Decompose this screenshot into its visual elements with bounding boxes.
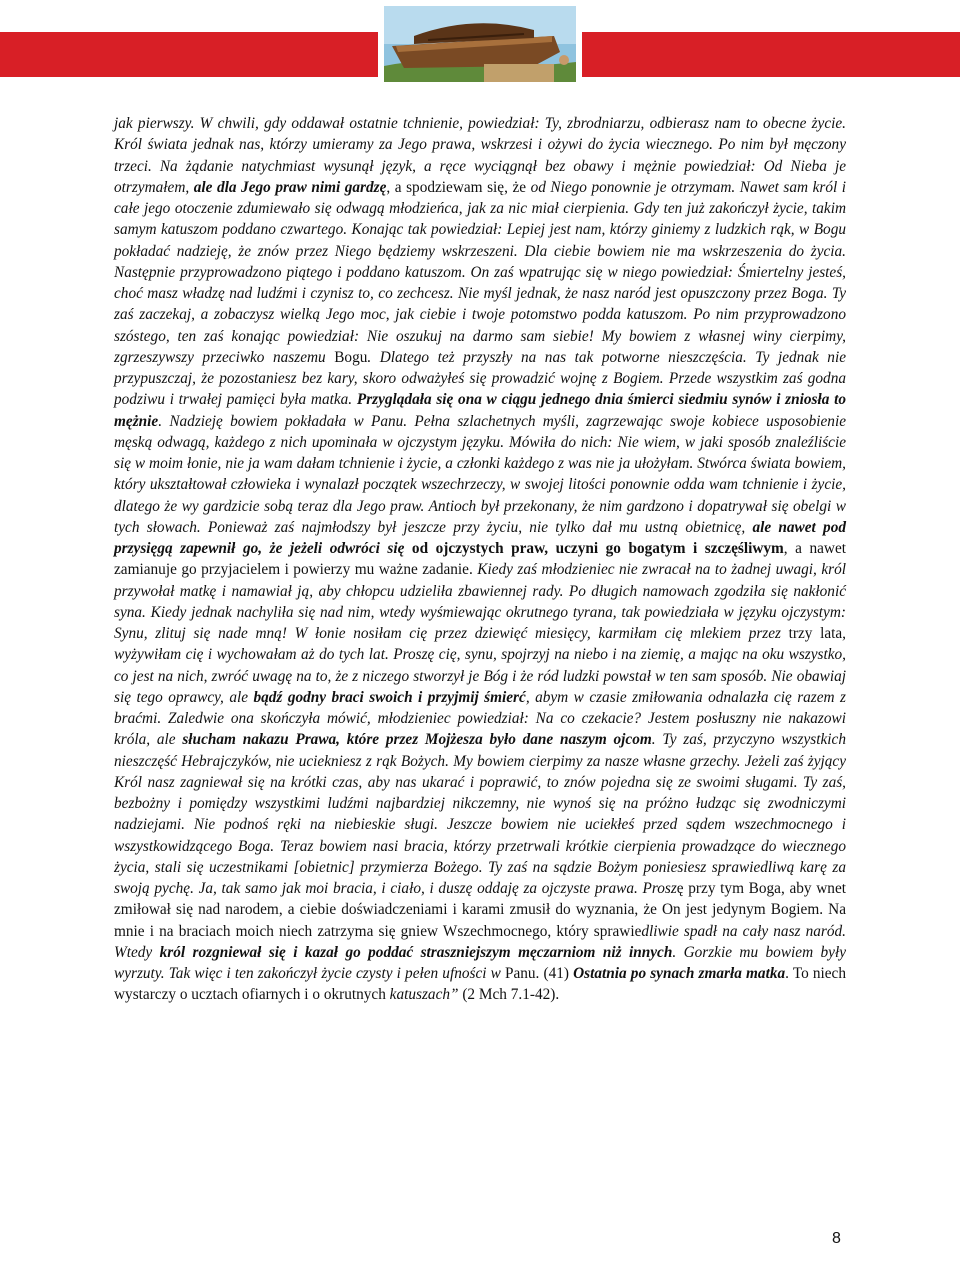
body-upright-run: , a nawet zamianuje go przyjacielem i powierzy mu ważne zadanie.	[114, 540, 846, 579]
body-bold-run: ale dla Jego praw nimi gardzę	[193, 178, 387, 196]
noahs-ark-logo	[384, 6, 576, 82]
body-text-run: Kiedy zaś młodzieniec nie zwracał na to żadnej uwagi, król przywołał matkę i namawiał ją, aby chłopcu udzieliła zbawiennej rady. Po długich namowach zgodziła się nakłonić syna. Kiedy jednak nachyliła się nad nim, wtedy wyśmiewając okrutnego tyrana, tak powiedziała w języku ojczystym: Synu, zlituj się nade mną! W łonie nosiłam cię przez dziewięć miesięcy, karmiłam cię mlekiem przez	[114, 561, 847, 642]
body-upright-run: Bogu	[334, 348, 368, 366]
body-text-run: , wyżywiłam cię i wychowałam aż do tych lat. Proszę cię, synu, spojrzyj na niebo i na ziemię, a mając na oku wszystko, co jest na nich, zwróć uwagę na to, że z niczego stworzył je Bóg i że ród ludzki powstał w ten sam sposób. Nie obawiaj się tego oprawcy, ale	[114, 625, 846, 706]
body-text-run: . Gorzkie mu bowiem były wyrzuty. Tak więc i ten zakończył życie czysty i pełen ufności w	[114, 943, 847, 982]
body-text-run: jak pierwszy. W chwili, gdy oddawał ostatnie tchnienie, powiedział: Ty, zbrodniarzu, odbierasz nam to obecne życie. Król świata jednak nas, którzy umieramy za Jego prawa, wskrzesi i ożywi do życia wiecznego. Po nim był męczony trzeci. Na żądanie natychmiast wysunął język, a ręce wyciągnął bez obawy i mężnie powiedział: Od Nieba je otrzymałem,	[114, 115, 846, 196]
body-text-run: , abym w czasie zmiłowania odnalazła cię razem z braćmi. Zaledwie ona skończyła mówić, młodzieniec powiedział: Na co czekacie? Jestem posłuszny nie nakazowi króla, ale	[114, 688, 846, 749]
body-bold-upright-run: od ojczystych praw, uczyni go bogatym i szczęśliwym	[404, 540, 784, 557]
body-bold-run: Przyglądała się ona w ciągu jednego dnia śmierci siedmiu synów i zniosła to mężnie	[114, 391, 846, 430]
body-text-run: od Niego ponownie je otrzymam. Nawet sam król i całe jego otoczenie zdumiewało się odwagą młodzieńca, jak za nic miał cierpienia. Gdy ten już zakończył życie, takim samym katuszom poddano czwartego. Konając tak powiedział: Lepiej jest nam, którzy giniemy z ludzkich rąk, w Bogu pokładać nadzieję, że znów przez Niego będziemy wskrzeszeni. Dla ciebie bowiem nie ma wskrzeszenia do życia. Następnie przyprowadzono piątego i poddano katuszom. On zaś wpatrując się w niego powiedział: Śmiertelny jesteś, choć masz władzę nad ludźmi i czynisz to, co zechcesz. Nie myśl jednak, że nasz naród jest opuszczony przez Boga. Ty zaś zaczekaj, a zobaczysz wielką Jego moc, jak ciebie i twoje potomstwo podda katuszom. Po nim przyprowadzono szóstego, ten zaś konając powiedział: Nie oszukuj na darmo sam siebie! My bowiem z własnej winy cierpimy, zgrzeszywszy przeciwko naszemu	[114, 178, 847, 366]
body-upright-run: (2 Mch 7.1-42).	[458, 986, 560, 1004]
body-text-run: . Ty zaś, przyczyno wszystkich nieszczęść Hebrajczyków, nie uciekniesz z rąk Bożych. My bowiem cierpimy za nasze własne grzechy. Jeżeli zaś żyjący Król nasz zagniewał się na krótki czas, aby nas ukarać i poprawić, to znów pojedna się ze swoimi sługami. Ty zaś, bezbożny i pomiędzy wszystkimi ludźmi najbardziej nikczemny, nie wynoś się na próżno łudząc się zwodniczymi nadziejami. Nie podnoś ręki na niebieskie sługi. Jeszcze bowiem nie uciekłeś przed sądem wszechmocnego i wszystkowidzącego Boga. Teraz bowiem nasi bracia, którzy przetrwali krótkie cierpienia prowadzące do wiecznego życia, stali się uczestnikami [obietnic] przymierza Bożego. Ty zaś na sądzie Bożym poniesiesz sprawiedliwą karę za swoją pychę. Ja, tak samo jak moi bracia, i ciało, i duszę oddaję za ojczyste prawa. Prosz	[114, 731, 846, 897]
body-bold-run: Ostatnia po synach zmarła matka	[573, 965, 786, 982]
header-band-left	[0, 32, 378, 77]
body-bold-run: bądź godny braci swoich i przyjmij śmierć	[253, 688, 526, 706]
body-upright-run: . To niech wystarczy o ucztach ofiarnych i o okrutnych	[114, 965, 846, 1004]
body-text-run: . Dlatego też przyszły na nas tak potworne nieszczęścia. Ty jednak nie przypuszczaj, że pozostaniesz bez kary, skoro odważyłeś się prowadzić wojnę z Bogiem. Przede wszystkim zaś godna podziwu i trwałej pamięci była matka.	[114, 348, 846, 409]
body-text-run: katuszach”	[389, 986, 459, 1004]
body-text-run: . Nadzieję bowiem pokładała w Panu. Pełna szlachetnych myśli, zagrzewając swoje kobiece usposobienie męską odwagą, każdego z nich upominała w ojczystym języku. Mówiła do nich: Nie wiem, w jaki sposób znaleźliście się w moim łonie, nie ja wam dałam tchnienie i życie, a członki każdego z was nie ja ułożyłam. Stwórca świata bowiem, który ukształtował człowieka i wynalazł początek wszechrzeczy, w swojej litości ponownie odda wam tchnienie i życie, dlatego że wy gardzicie sobą teraz dla Jego praw. Antioch był przekonany, że nim gardzono i dopatrywał się obelgi w tych słowach. Ponieważ zaś najmłodszy był jeszcze przy życiu, nie tylko dał mu ustną obietnicę,	[114, 412, 846, 536]
body-upright-run: , a spodziewam się, że	[386, 178, 531, 196]
body-upright-run: ę przy tym Boga, aby wnet zmiłował się nad narodem, a ciebie doświadczeniami i karami zmusił do wyznania, że On jest jedynym Bogiem. Na mnie i na braciach moich niech zatrzyma się gniew Wszechmocnego, który sprawie	[114, 880, 846, 940]
body-upright-run: trzy lata	[788, 625, 843, 642]
body-paragraph	[114, 113, 846, 1006]
body-bold-run: król rozgniewał się i kazał go poddać straszniejszym męczarniom niż innych	[159, 943, 673, 961]
body-bold-run: słucham nakazu Prawa, które przez Mojżesza było dane naszym ojcom	[182, 731, 652, 749]
page-number: 8	[832, 1230, 841, 1247]
body-upright-run: Panu. (41)	[504, 965, 574, 982]
body-bold-run: ale nawet pod przysięgą zapewnił go, że jeżeli odwróci się	[114, 518, 846, 557]
body-text-run: dliwie spadł na cały nasz naród. Wtedy	[114, 922, 846, 961]
header-band-right	[582, 32, 960, 77]
